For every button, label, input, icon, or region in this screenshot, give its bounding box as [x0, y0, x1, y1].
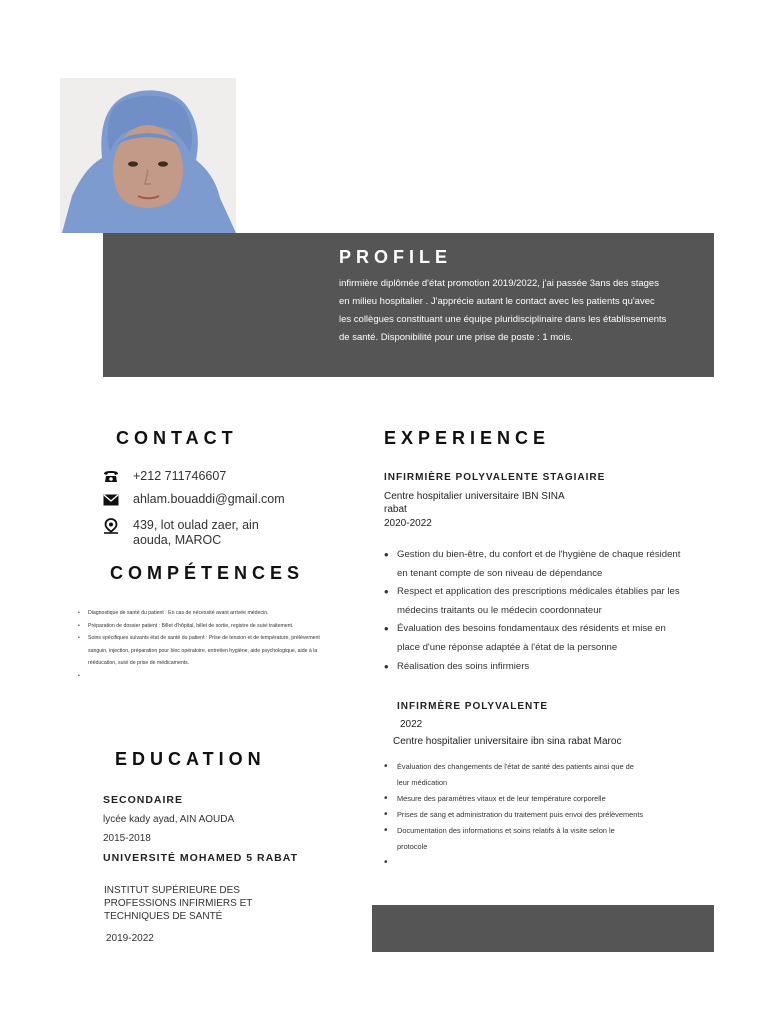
email-address: ahlam.bouaddi@gmail.com — [133, 492, 285, 506]
location-icon — [103, 518, 133, 534]
list-item: • Évaluation des besoins fondamentaux des résidents et mise en place d'une réponse adaptée à l'état de la personne — [384, 620, 684, 657]
contact-address — [103, 518, 293, 548]
job-years: 2020-2022 — [384, 518, 432, 529]
profile-photo — [60, 78, 236, 233]
list-item: • Réalisation des soins infirmiers — [384, 658, 684, 677]
list-item: • Gestion du bien-être, du confort et de l'hygiène de chaque résident en tenant compte de son niveau de dépendance — [384, 546, 684, 583]
list-item: • Diagnostique de santé du patient : En cas de nécessité avant arrivée médecin. — [78, 607, 340, 620]
postal-address: 439, lot oulad zaer, ain aouda, MAROC — [133, 518, 259, 547]
institute-name: INSTITUT SUPÉRIEURE DES PROFESSIONS INFIRMIERS ET TECHNIQUES DE SANTÉ — [104, 885, 253, 922]
list-item: • Évaluation des changements de l'état de santé des patients ainsi que de leur médication — [384, 759, 644, 791]
job-duties-list — [384, 546, 684, 676]
job-title: INFIRMIÈRE POLYVALENTE STAGIAIRE — [384, 472, 606, 483]
profile-text: infirmière diplômée d'état promotion 2019/2022, j'ai passée 3ans des stages en milieu hospitalier . J'apprécie autant le contact avec les patients qu'avec les collègues constituant une équipe pluridisciplinaire dans les établissements de santé. Disponibilité pour une prise de poste : 1 mois. — [339, 278, 667, 343]
experience-heading: EXPERIENCE — [384, 428, 551, 448]
university-title: UNIVERSITÉ MOHAMED 5 RABAT — [103, 852, 298, 864]
list-item: • Mesure des paramètres vitaux et de leur température corporelle — [384, 791, 644, 807]
profile-section — [103, 233, 714, 377]
profile-heading: PROFILE — [339, 247, 453, 267]
list-item: • Documentation des informations et soins relatifs à la visite selon le protocole — [384, 823, 644, 855]
education-years: 2015-2018 — [103, 833, 151, 844]
education-heading: EDUCATION — [115, 749, 266, 769]
list-item: • Préparation de dossier patient : Billet d'hôpital, billet de sortie, registre de suivi traitement. — [78, 620, 340, 633]
job-place: Centre hospitalier universitaire IBN SINA rabat — [384, 491, 565, 515]
footer-bar — [372, 905, 714, 952]
contact-email — [103, 492, 301, 508]
job-duties-list — [384, 759, 644, 855]
phone-number: +212 711746607 — [133, 469, 227, 483]
phone-icon — [103, 469, 133, 485]
list-item: • Respect et application des prescriptions médicales établies par les médecins traitants ou le médecin coordonnateur — [384, 583, 684, 620]
education-school: lycée kady ayad, AIN AOUDA — [103, 814, 235, 825]
contact-phone — [103, 469, 226, 485]
competences-heading: COMPÉTENCES — [110, 563, 305, 583]
institute-years: 2019-2022 — [106, 933, 154, 944]
job-years: 2022 — [400, 719, 423, 730]
education-level: SECONDAIRE — [103, 794, 184, 806]
job-title: INFIRMÈRE POLYVALENTE — [397, 701, 549, 712]
list-item: • Soins spécifiques suivants état de santé du patient : Prise de tension et de température, prélèvement sanguin, injection, préparation pour bloc opératoire, entretien hygiène, aide psychologique, aide à la rééducation, suivi de prise de médicaments. — [78, 632, 340, 670]
competences-list — [78, 607, 340, 670]
job-place: Centre hospitalier universitaire ibn sina rabat Maroc — [393, 736, 622, 747]
contact-heading: CONTACT — [116, 428, 238, 448]
email-icon — [103, 492, 133, 508]
list-item: • Prises de sang et administration du traitement puis envoi des prélèvements — [384, 807, 644, 823]
